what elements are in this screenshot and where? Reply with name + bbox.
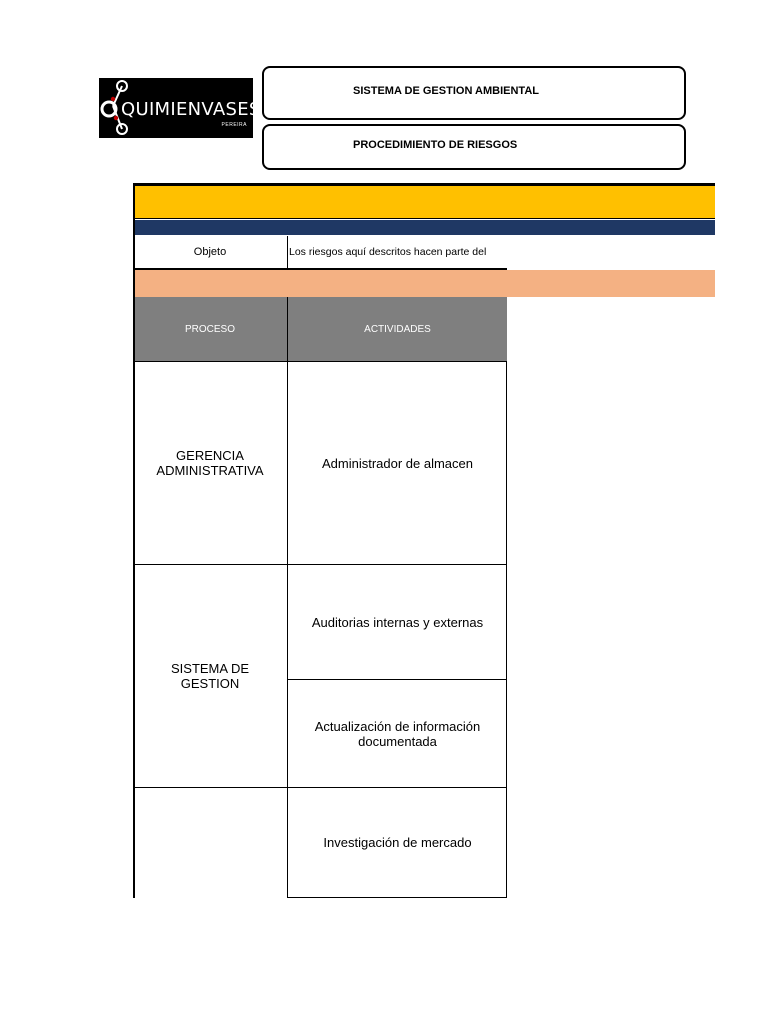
process-cell: GERENCIA ADMINISTRATIVA [133, 362, 288, 565]
header-title-box [262, 66, 686, 120]
process-cell: SISTEMA DE GESTION [133, 565, 288, 788]
activity-cell: Auditorias internas y externas [288, 565, 507, 680]
process-cell [133, 788, 288, 898]
objeto-row [133, 236, 507, 270]
activity-cell: Administrador de almacen [288, 362, 507, 565]
table-right-border [506, 362, 507, 898]
header-subtitle-box [262, 124, 686, 170]
logo-brand-text: QUIMIENVASES [121, 99, 261, 120]
column-header-proceso: PROCESO [133, 297, 288, 362]
logo-city-text: PEREIRA [221, 122, 247, 128]
activity-cell: Actualización de información documentada [288, 680, 507, 788]
table-left-border [133, 183, 135, 898]
header-subtitle: PROCEDIMIENTO DE RIESGOS [353, 139, 518, 151]
column-header-actividades: ACTIVIDADES [288, 297, 507, 362]
objeto-label: Objeto [133, 236, 288, 268]
activity-cell: Investigación de mercado [288, 788, 507, 898]
header-title: SISTEMA DE GESTION AMBIENTAL [353, 85, 539, 97]
objeto-text: Los riesgos aquí descritos hacen parte del [289, 246, 487, 258]
